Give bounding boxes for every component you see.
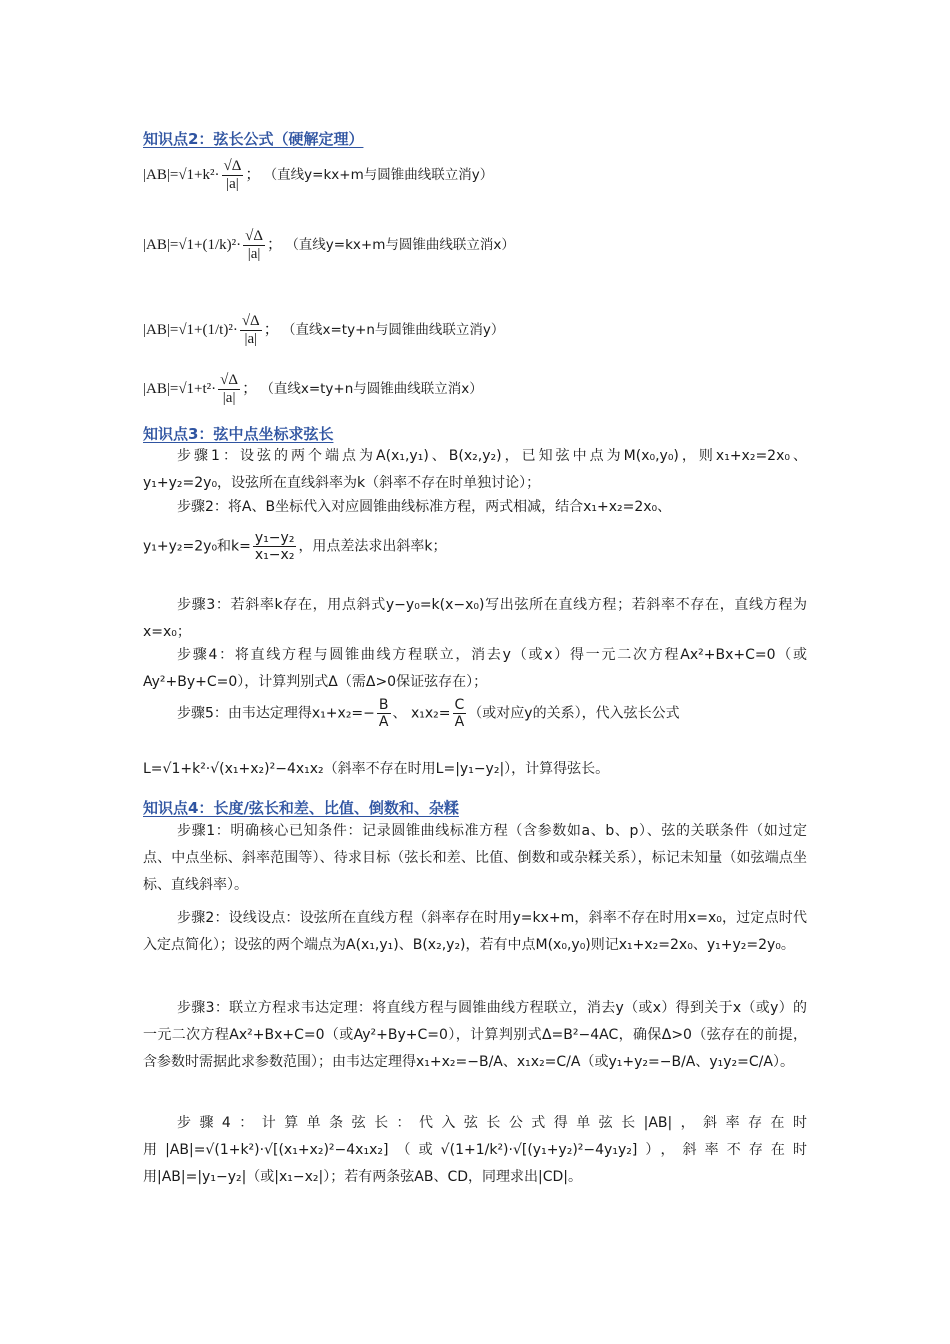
section3-step1: 步骤1：设弦的两个端点为A(x₁,y₁)、B(x₂,y₂)，已知弦中点为M(x₀,y₀)，则x₁+x₂=2x₀、y₁+y₂=2y₀，设弦所在直线斜率为k（斜率不存在时单独讨论）； — [143, 448, 807, 491]
chord-formula-1: |AB|=√1+k²· $\frac{√\Delta}{|a|}$ ； （直线y=kx+m与圆锥曲线联立消y） — [143, 158, 494, 192]
section3-heading: 知识点3：弦中点坐标求弦长 — [143, 425, 334, 443]
chord-formula-4: |AB|=√1+t²· $\frac{√\Delta}{|a|}$ ； （直线x=ty+n与圆锥曲线联立消x） — [143, 372, 483, 406]
section4-step3: 步骤3：联立方程求韦达定理：将直线方程与圆锥曲线方程联立，消去y（或x）得到关于x（或y）的一元二次方程Ax²+Bx+C=0（或Ay²+By+C=0），计算判别式Δ=B²−4AC，确保Δ>0（弦存在的前提，含参数时需据此求参数范围）；由韦达定理得x₁+x₂=−B/A、x₁x₂=C/A（或y₁+y₂=−B/A、y₁y₂=C/A）。 — [143, 1000, 807, 1070]
section3-step5-formula: L=√1+k²·√(x₁+x₂)²−4x₁x₂（斜率不存在时用L=|y₁−y₂|），计算得弦长。 — [143, 761, 610, 777]
section4-step1: 步骤1：明确核心已知条件：记录圆锥曲线标准方程（含参数如a、b、p）、弦的关联条件（如过定点、中点坐标、斜率范围等）、待求目标（弦长和差、比值、倒数和或杂糅关系），标记未知量（如弦端点坐标、直线斜率）。 — [143, 823, 807, 893]
section3-step5: 步骤5：由韦达定理得x₁+x₂=− $\frac{B}{A}$ 、 x₁x₂= $\frac{C}{A}$ （或对应y的关系），代入弦长公式 — [177, 697, 680, 730]
section3-step3: 步骤3：若斜率k存在，用点斜式y−y₀=k(x−x₀)写出弦所在直线方程；若斜率不存在，直线方程为x=x₀； — [143, 597, 807, 640]
section2-heading: 知识点2：弦长公式（硬解定理） — [143, 130, 364, 148]
section3-step2b: y₁+y₂=2y₀和k= $\frac{\text{y₁−y₂}}{\text{x₁−x₂}}$ ，用点差法求出斜率k； — [143, 530, 447, 563]
section3-step4: 步骤4：将直线方程与圆锥曲线方程联立，消去y（或x）得一元二次方程Ax²+Bx+C=0（或Ay²+By+C=0），计算判别式Δ（需Δ>0保证弦存在）； — [143, 647, 807, 690]
section3-step2a: 步骤2：将A、B坐标代入对应圆锥曲线标准方程，两式相减，结合x₁+x₂=2x₀、 — [177, 499, 672, 515]
section4-heading: 知识点4：长度/弦长和差、比值、倒数和、杂糅 — [143, 799, 459, 817]
section4-step4: 步骤4：计算单条弦长：代入弦长公式得单弦长|AB|，斜率存在时用|AB|=√(1+k²)·√[(x₁+x₂)²−4x₁x₂]（或√(1+1/k²)·√[(y₁+y₂)²−4y₁y₂]），斜率不存在时用|AB|=|y₁−y₂|（或|x₁−x₂|）；若有两条弦AB、CD，同理求出|CD|。 — [143, 1115, 807, 1185]
chord-formula-3: |AB|=√1+(1/t)²· $\frac{√\Delta}{|a|}$ ； （直线x=ty+n与圆锥曲线联立消y） — [143, 313, 505, 347]
chord-formula-2: |AB|=√1+(1/k)²· $\frac{√\Delta}{|a|}$ ； （直线y=kx+m与圆锥曲线联立消x） — [143, 228, 515, 262]
section4-step2: 步骤2：设线设点：设弦所在直线方程（斜率存在时用y=kx+m，斜率不存在时用x=x₀，过定点时代入定点简化）；设弦的两个端点为A(x₁,y₁)、B(x₂,y₂)，若有中点M(x₀,y₀)则记x₁+x₂=2x₀、y₁+y₂=2y₀。 — [143, 910, 807, 953]
